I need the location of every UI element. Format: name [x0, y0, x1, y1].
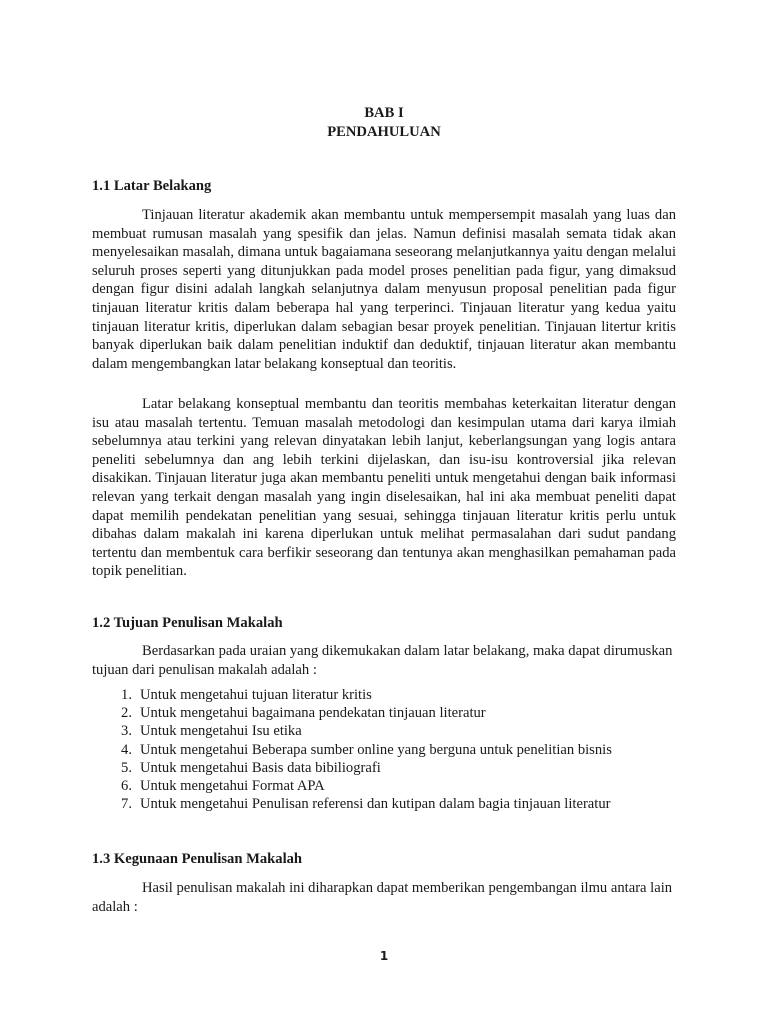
- list-item: [92, 777, 676, 795]
- list-item-number: 3.: [121, 723, 132, 740]
- list-item-text: Untuk mengetahui bagaimana pendekatan tinjauan literatur: [140, 705, 486, 722]
- chapter-title: PENDAHULUAN: [327, 124, 441, 140]
- latar-belakang-paragraph-1: Tinjauan literatur akademik akan membantu untuk mempersempit masalah yang luas dan membuat rumusan masalah yang spesifik dan jelas. Namun definisi masalah semata tidak akan menyelesaikan masalah, dimana untuk bagaiamana seseorang melanjutkannya yaitu dengan melalui seluruh proses seperti yang ditunjukkan pada model proses penelitian pada figur, yang dimaksud dengan figur disini adalah langkah selanjutnya dalam menyusun proposal penelitian pada figur tinjauan literatur kritis dalam beberapa hal yang terperinci. Tinjauan literatur yang kedua yaitu tinjauan literatur kritis, diperlukan dalam sebagian besar proyek penelitian. Tinjauan litertur kritis banyak diperlukan baik dalam penelitian induktif dan deduktif, tinjauan literatur akan membantu dalam mengembangkan latar belakang konseptual dan teoritis.: [92, 207, 676, 372]
- list-item-number: 4.: [121, 741, 132, 758]
- list-item-number: 6.: [121, 777, 132, 794]
- list-item: [92, 795, 676, 813]
- section-heading-tujuan: 1.2 Tujuan Penulisan Makalah: [92, 615, 283, 631]
- list-item: [92, 741, 676, 759]
- list-item-text: Untuk mengetahui Penulisan referensi dan kutipan dalam bagia tinjauan literatur: [140, 796, 611, 813]
- chapter-label: BAB I: [364, 105, 404, 121]
- list-item-text: Untuk mengetahui Isu etika: [140, 723, 302, 740]
- list-item-number: 2.: [121, 705, 132, 722]
- list-item-text: Untuk mengetahui Format APA: [140, 777, 325, 794]
- list-item-number: 1.: [121, 687, 132, 703]
- kegunaan-intro-paragraph: Hasil penulisan makalah ini diharapkan dapat memberikan pengembangan ilmu antara lain adalah :: [92, 880, 673, 915]
- list-item: [92, 704, 676, 722]
- list-item: [92, 686, 676, 704]
- list-item-text: Untuk mengetahui tujuan literatur kritis: [140, 687, 372, 703]
- section-heading-kegunaan: 1.3 Kegunaan Penulisan Makalah: [92, 851, 303, 867]
- list-item-number: 7.: [121, 796, 132, 813]
- tujuan-list: [92, 686, 676, 813]
- page-number: 1: [379, 949, 389, 963]
- latar-belakang-paragraph-2: Latar belakang konseptual membantu dan teoritis membahas keterkaitan literatur dengan isu atau masalah tertentu. Temuan masalah metodologi dan kesimpulan utama dari karya ilmiah sebelumnya atau terkini yang relevan dinyatakan lebih lanjut, keberlangsungan yang logis antara peneliti sebelumnya dan ang lebih terkini dijelaskan, dan isu-isu kontroversial jika relevan disakikan. Tinjauan literatur juga akan membantu peneliti untuk mengetahui dengan baik informasi relevan yang terkait dengan masalah yang ingin diselesaikan, hal ini aka membuat peneliti dapat dapat memilih pendekatan penelitian yang sesuai, sehingga tinjauan literatur kritis perlu untuk dibahas dalam makalah ini karena diperlukan untuk melihat permasalahan dari sudut pandang tertentu dan membentuk cara berfikir seseorang dan tentunya akan menghasilkan pemahaman pada topik penelitian.: [92, 396, 676, 580]
- section-heading-latar-belakang: 1.1 Latar Belakang: [92, 178, 212, 194]
- list-item: [92, 722, 676, 740]
- document-page: [92, 0, 676, 1024]
- list-item-text: Untuk mengetahui Basis data bibiliografi: [140, 759, 381, 776]
- list-item-number: 5.: [121, 759, 132, 776]
- tujuan-intro-paragraph: Berdasarkan pada uraian yang dikemukakan dalam latar belakang, maka dapat dirumuskan tujuan dari penulisan makalah adalah :: [92, 643, 673, 678]
- list-item: [92, 759, 676, 777]
- chapter-heading: [92, 104, 676, 142]
- list-item-text: Untuk mengetahui Beberapa sumber online yang berguna untuk penelitian bisnis: [140, 741, 612, 758]
